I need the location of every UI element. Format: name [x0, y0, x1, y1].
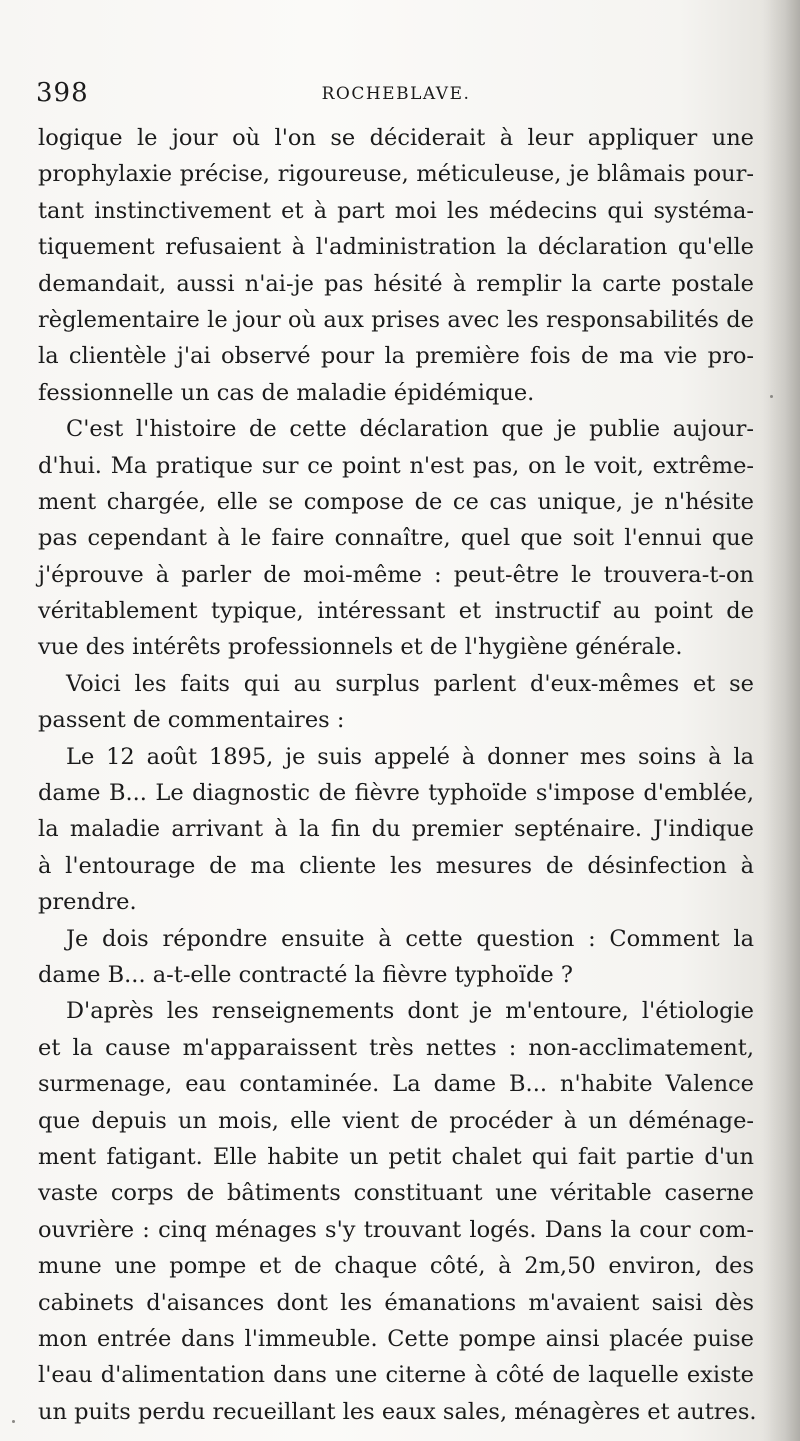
text-line: mon entrée dans l'immeuble. Cette pompe ainsi placée puise: [38, 1325, 754, 1352]
text-line: demandait, aussi n'ai-je pas hésité à remplir la carte postale: [38, 270, 754, 297]
text-line: et la cause m'apparaissent très nettes : non-acclimatement,: [38, 1034, 754, 1061]
text-line: C'est l'histoire de cette déclaration que je publie aujour-: [66, 416, 754, 443]
text-line: un puits perdu recueillant les eaux sales, ménagères et autres.: [38, 1398, 757, 1425]
text-line: vaste corps de bâtiments constituant une véritable caserne: [38, 1180, 754, 1207]
text-line: véritablement typique, intéressant et instructif au point de: [38, 598, 754, 625]
text-line: prophylaxie précise, rigoureuse, méticuleuse, je blâmais pour-: [38, 161, 754, 188]
text-line: Le 12 août 1895, je suis appelé à donner mes soins à la: [66, 743, 754, 770]
text-line: dame B... a-t-elle contracté la fièvre typhoïde ?: [38, 961, 573, 988]
page-header: [36, 78, 756, 112]
text-line: ouvrière : cinq ménages s'y trouvant logés. Dans la cour com-: [38, 1216, 754, 1243]
body-text: [38, 120, 757, 1430]
text-line: règlementaire le jour où aux prises avec les responsabilités de: [38, 306, 754, 333]
text-line: ment fatigant. Elle habite un petit chalet qui fait partie d'un: [38, 1143, 754, 1170]
text-line: prendre.: [38, 889, 137, 916]
text-line: tant instinctivement et à part moi les médecins qui systéma-: [38, 197, 754, 224]
text-line: cabinets d'aisances dont les émanations m'avaient saisi dès: [38, 1289, 754, 1316]
text-line: Je dois répondre ensuite à cette question : Comment la: [66, 925, 754, 952]
running-title: ROCHEBLAVE.: [321, 84, 471, 104]
text-line: d'hui. Ma pratique sur ce point n'est pas, on le voit, extrême-: [38, 452, 754, 479]
text-line: Voici les faits qui au surplus parlent d'eux-mêmes et se: [66, 670, 754, 697]
page-number: 398: [36, 78, 89, 108]
text-line: l'eau d'alimentation dans une citerne à côté de laquelle existe: [38, 1362, 754, 1389]
text-line: surmenage, eau contaminée. La dame B... n'habite Valence: [38, 1071, 754, 1098]
text-line: la maladie arrivant à la fin du premier septénaire. J'indique: [38, 816, 754, 843]
text-line: vue des intérêts professionnels et de l'hygiène générale.: [38, 634, 683, 661]
text-line: logique le jour où l'on se déciderait à leur appliquer une: [38, 125, 754, 151]
text-line: mune une pompe et de chaque côté, à 2m,50 environ, des: [38, 1253, 754, 1280]
paper-speck: [770, 395, 773, 398]
text-line: ment chargée, elle se compose de ce cas unique, je n'hésite: [38, 488, 754, 515]
text-line: pas cependant à le faire connaître, quel que soit l'ennui que: [38, 525, 754, 552]
paper-speck: [12, 1420, 15, 1423]
text-line: la clientèle j'ai observé pour la première fois de ma vie pro-: [38, 343, 754, 370]
page-edge-shadow: [762, 0, 800, 1441]
text-line: D'après les renseignements dont je m'entoure, l'étiologie: [66, 998, 754, 1025]
text-line: que depuis un mois, elle vient de procéder à un déménage-: [38, 1107, 754, 1134]
text-line: j'éprouve à parler de moi-même : peut-être le trouvera-t-on: [38, 561, 754, 588]
text-line: dame B... Le diagnostic de fièvre typhoïde s'impose d'emblée,: [38, 780, 754, 807]
text-line: fessionnelle un cas de maladie épidémique.: [38, 379, 535, 406]
text-line: à l'entourage de ma cliente les mesures de désinfection à: [38, 852, 754, 879]
text-line: tiquement refusaient à l'administration la déclaration qu'elle: [38, 234, 754, 261]
text-line: passent de commentaires :: [38, 707, 345, 734]
